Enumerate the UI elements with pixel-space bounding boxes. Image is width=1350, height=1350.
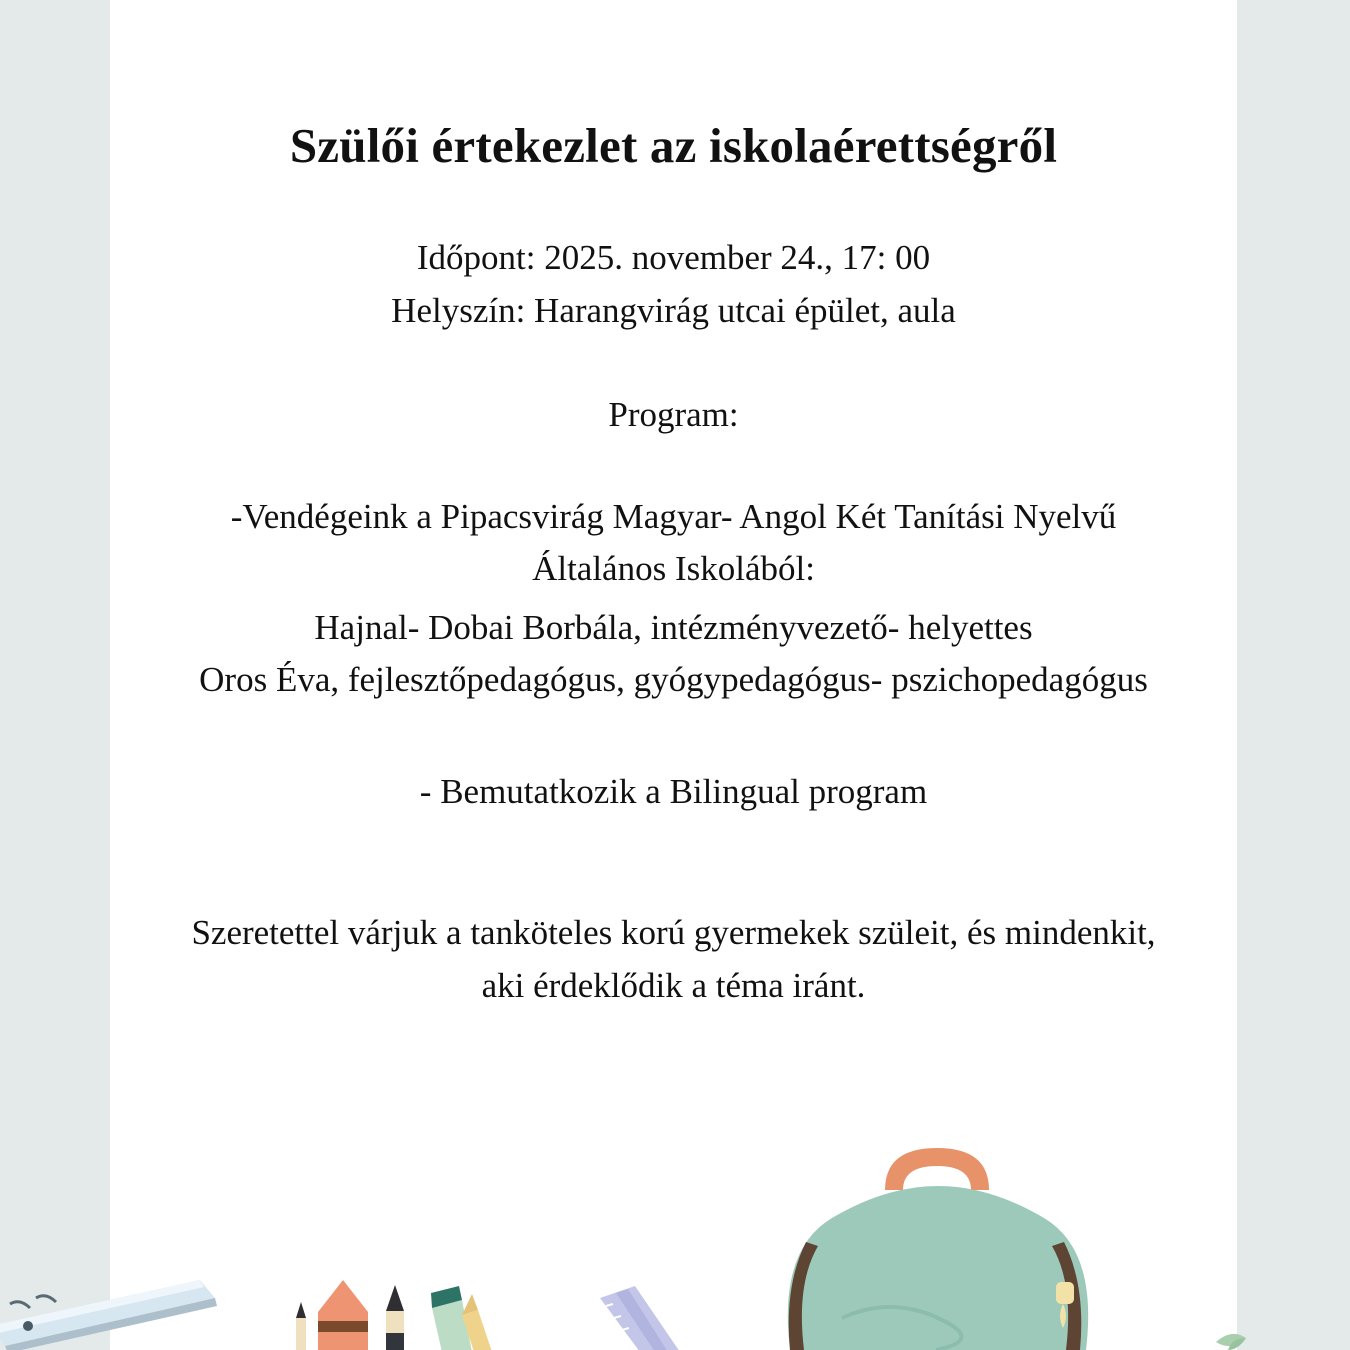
staff-line-2: Oros Éva, fejlesztőpedagógus, gyógypedagógus- pszichopedagógus (199, 660, 1148, 700)
page-title: Szülői értekezlet az iskolaérettségről (289, 118, 1058, 173)
right-margin-band (1237, 0, 1350, 1350)
left-margin-band (0, 0, 110, 1350)
staff-line-1: Hajnal- Dobai Borbála, intézményvezető- helyettes (314, 607, 1033, 647)
program-second-item: - Bemutatkozik a Bilingual program (419, 771, 928, 811)
flyer-sheet (110, 0, 1237, 1350)
guests-line-2: Általános Iskolából: (532, 549, 815, 589)
closing-line-1: Szeretettel várjuk a tanköteles korú gyermekek szüleit, és mindenkit, (191, 912, 1156, 952)
program-staff (110, 596, 1237, 707)
closing-line-2: aki érdeklődik a téma iránt. (481, 965, 866, 1005)
closing-note (110, 816, 1237, 1012)
program-guests (110, 438, 1237, 596)
event-time-line: Időpont: 2025. november 24., 17: 00 (416, 237, 931, 277)
event-place-line: Helyszín: Harangvirág utcai épület, aula (391, 291, 956, 330)
guests-line-1: -Vendégeink a Pipacsvirág Magyar- Angol Két Tanítási Nyelvű (230, 496, 1117, 536)
flyer-content (110, 0, 1237, 1012)
program-heading: Program: (608, 395, 739, 435)
event-details (110, 175, 1237, 337)
